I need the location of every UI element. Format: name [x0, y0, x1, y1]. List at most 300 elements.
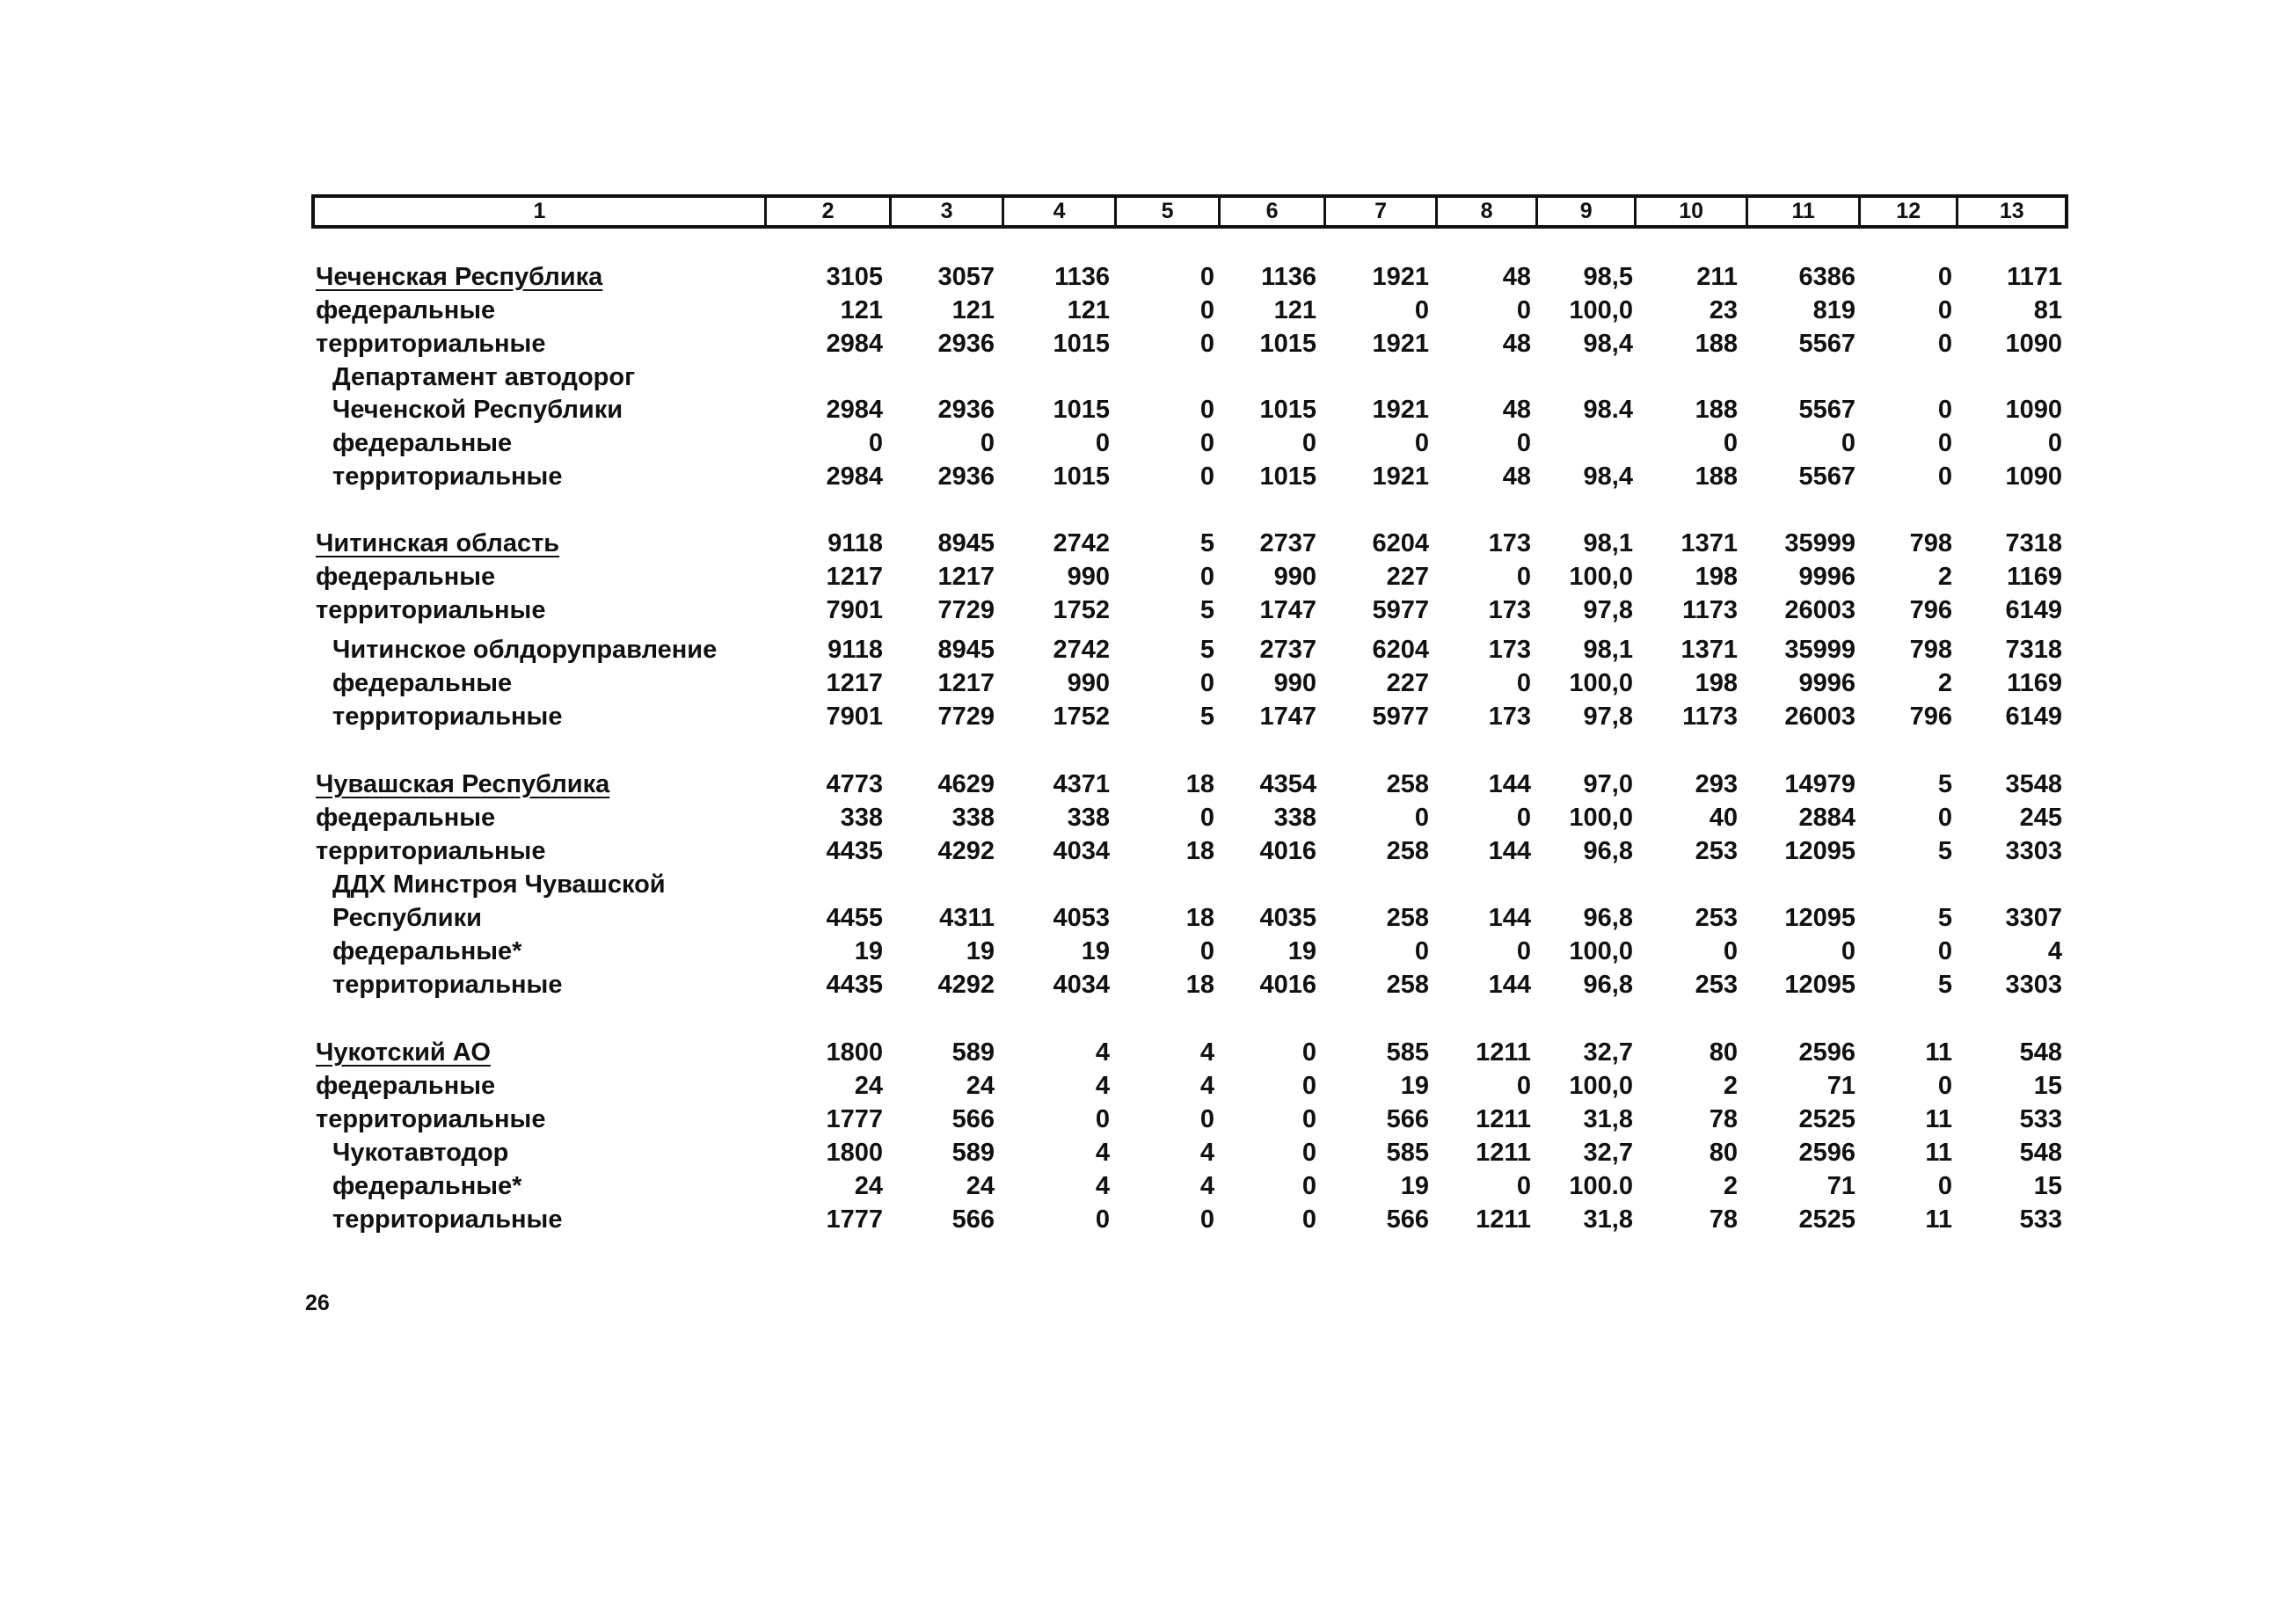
- cell-col-11: 14979: [1784, 770, 1855, 798]
- cell-col-9: 31,8: [1583, 1205, 1633, 1234]
- cell-col-5: 0: [1199, 263, 1214, 291]
- cell-col-7: 19: [1400, 1072, 1429, 1100]
- cell-col-13: 1169: [2007, 563, 2062, 591]
- header-col-5: 5: [1117, 198, 1221, 225]
- cell-col-2: [760, 868, 883, 901]
- cell-col-10: 1173: [1682, 596, 1738, 624]
- cell-col-11: 71: [1826, 1072, 1855, 1100]
- cell-col-6: 2737: [1259, 529, 1316, 557]
- cell-col-5: 18: [1185, 837, 1214, 865]
- cell-col-12: 0: [1937, 296, 1952, 324]
- cell-col-11: 71: [1826, 1172, 1855, 1200]
- cell-col-12: 11: [1925, 1038, 1952, 1067]
- cell-col-6: 0: [1301, 1072, 1316, 1100]
- cell-col-4: 2742: [1053, 529, 1110, 557]
- cell-col-10: 1371: [1681, 529, 1738, 557]
- cell-col-6: 2737: [1259, 636, 1316, 664]
- cell-col-8: 144: [1488, 904, 1531, 932]
- cell-col-11: 2525: [1798, 1205, 1855, 1234]
- cell-col-8: 173: [1488, 636, 1531, 664]
- cell-col-6: 121: [1273, 296, 1316, 324]
- table-row: [0, 901, 2282, 935]
- cell-col-5: 0: [1199, 1105, 1214, 1133]
- cell-col-7: 227: [1386, 669, 1429, 697]
- cell-col-11: 35999: [1784, 636, 1855, 664]
- header-col-12: 12: [1861, 198, 1959, 225]
- row-label: территориальные: [332, 462, 563, 491]
- cell-col-4: 121: [1067, 296, 1110, 324]
- cell-col-8: 1211: [1476, 1038, 1531, 1067]
- cell-col-12: 0: [1937, 462, 1952, 491]
- cell-col-7: 1921: [1372, 330, 1429, 358]
- cell-col-5: 5: [1199, 636, 1214, 664]
- header-col-4: 4: [1004, 198, 1117, 225]
- cell-col-7: 5977: [1372, 703, 1429, 731]
- cell-col-4: 0: [1095, 1205, 1110, 1234]
- cell-col-8: 173: [1488, 703, 1531, 731]
- cell-col-11: 0: [1841, 937, 1855, 965]
- cell-col-9: 97,0: [1583, 770, 1633, 798]
- cell-col-12: 11: [1925, 1105, 1952, 1133]
- cell-col-12: 5: [1937, 904, 1952, 932]
- cell-col-12: 0: [1937, 330, 1952, 358]
- cell-col-12: 798: [1909, 636, 1952, 664]
- row-label: Чеченской Республики: [332, 396, 623, 424]
- header-col-7: 7: [1326, 198, 1438, 225]
- cell-col-12: 0: [1937, 1072, 1952, 1100]
- cell-col-9: 96,8: [1583, 904, 1633, 932]
- header-col-3: 3: [892, 198, 1003, 225]
- cell-col-13: 4: [2047, 937, 2062, 965]
- cell-col-2: 7901: [826, 596, 883, 624]
- cell-col-12: [1829, 868, 1952, 901]
- row-label: Республики: [332, 904, 482, 932]
- table-row: [0, 834, 2282, 868]
- table-row: [0, 426, 2282, 460]
- cell-col-13: 3548: [2005, 770, 2062, 798]
- cell-col-4: 990: [1067, 669, 1110, 697]
- cell-col-8: 48: [1502, 396, 1531, 424]
- cell-col-5: 18: [1185, 904, 1214, 932]
- table-row: [0, 1203, 2282, 1236]
- table-row: [0, 633, 2282, 666]
- cell-col-10: 78: [1709, 1105, 1738, 1133]
- cell-col-10: 40: [1709, 804, 1738, 832]
- table-row: [0, 935, 2282, 968]
- cell-col-9: 97,8: [1583, 703, 1633, 731]
- cell-col-3: 1217: [937, 563, 995, 591]
- cell-col-10: 80: [1709, 1139, 1738, 1167]
- cell-col-9: 96,8: [1583, 971, 1633, 999]
- cell-col-4: 0: [1095, 1105, 1110, 1133]
- cell-col-5: 0: [1199, 296, 1214, 324]
- cell-col-8: 173: [1488, 529, 1531, 557]
- cell-col-2: 4455: [826, 904, 883, 932]
- cell-col-10: 253: [1695, 837, 1738, 865]
- cell-col-2: 2984: [826, 330, 883, 358]
- cell-col-11: 9996: [1798, 669, 1855, 697]
- cell-col-12: 796: [1909, 703, 1952, 731]
- row-label: ДДХ Минстроя Чувашской: [332, 870, 666, 899]
- cell-col-13: 1090: [2005, 330, 2062, 358]
- cell-col-13: 533: [2019, 1205, 2062, 1234]
- cell-col-11: 0: [1841, 429, 1855, 457]
- row-label: территориальные: [316, 330, 546, 358]
- cell-col-2: 1800: [826, 1139, 883, 1167]
- cell-col-7: 0: [1414, 804, 1429, 832]
- cell-col-7: 6204: [1372, 636, 1429, 664]
- cell-col-7: 19: [1400, 1172, 1429, 1200]
- cell-col-5: 0: [1199, 396, 1214, 424]
- cell-col-5: 5: [1199, 529, 1214, 557]
- cell-col-11: 9996: [1798, 563, 1855, 591]
- cell-col-9: 98,1: [1583, 636, 1633, 664]
- cell-col-3: 8945: [937, 636, 995, 664]
- cell-col-8: 0: [1516, 563, 1531, 591]
- cell-col-13: 3303: [2005, 837, 2062, 865]
- cell-col-5: 5: [1199, 596, 1214, 624]
- cell-col-13: 15: [2033, 1072, 2062, 1100]
- cell-col-7: 1921: [1372, 396, 1429, 424]
- cell-col-2: 1777: [826, 1105, 883, 1133]
- cell-col-12: 5: [1937, 770, 1952, 798]
- cell-col-13: 548: [2019, 1139, 2062, 1167]
- cell-col-2: 1217: [826, 669, 883, 697]
- cell-col-8: 0: [1516, 804, 1531, 832]
- cell-col-9: 100,0: [1569, 296, 1633, 324]
- cell-col-3: 4311: [939, 904, 995, 932]
- cell-col-6: 4016: [1259, 837, 1316, 865]
- cell-col-7: 227: [1386, 563, 1429, 591]
- cell-col-13: 1090: [2005, 396, 2062, 424]
- cell-col-2: [760, 360, 883, 394]
- cell-col-13: [1939, 360, 2062, 394]
- table-row: [0, 1169, 2282, 1203]
- cell-col-11: 5567: [1798, 462, 1855, 491]
- row-label: территориальные: [332, 703, 563, 731]
- cell-col-8: 0: [1516, 669, 1531, 697]
- cell-col-7: 585: [1386, 1038, 1429, 1067]
- cell-col-9: 32,7: [1583, 1139, 1633, 1167]
- cell-col-8: 48: [1502, 462, 1531, 491]
- cell-col-7: 566: [1386, 1205, 1429, 1234]
- cell-col-7: 258: [1386, 837, 1429, 865]
- row-label: федеральные: [316, 804, 496, 832]
- cell-col-13: 81: [2033, 296, 2062, 324]
- cell-col-10: [1615, 868, 1738, 901]
- cell-col-13: 548: [2019, 1038, 2062, 1067]
- cell-col-5: 0: [1199, 462, 1214, 491]
- cell-col-7: 1921: [1372, 462, 1429, 491]
- cell-col-11: 26003: [1784, 596, 1855, 624]
- cell-col-8: 144: [1488, 971, 1531, 999]
- cell-col-3: 8945: [937, 529, 995, 557]
- cell-col-9: 97,8: [1583, 596, 1633, 624]
- row-label: Департамент автодорог: [332, 363, 636, 391]
- table-row: [0, 1036, 2282, 1069]
- cell-col-8: 1211: [1476, 1139, 1531, 1167]
- cell-col-10: 198: [1695, 669, 1738, 697]
- cell-col-13: 1090: [2005, 462, 2062, 491]
- header-col-2: 2: [767, 198, 892, 225]
- cell-col-12: 0: [1937, 396, 1952, 424]
- cell-col-3: [871, 360, 995, 394]
- table-row: [0, 801, 2282, 834]
- cell-col-11: 2596: [1798, 1038, 1855, 1067]
- cell-col-8: 144: [1488, 770, 1531, 798]
- cell-col-3: 7729: [937, 596, 995, 624]
- cell-col-2: 2984: [826, 462, 883, 491]
- cell-col-9: 98,4: [1583, 462, 1633, 491]
- table-row: [0, 1103, 2282, 1136]
- region-name: Читинская область: [316, 529, 560, 557]
- cell-col-5: 18: [1185, 971, 1214, 999]
- header-col-6: 6: [1221, 198, 1327, 225]
- cell-col-11: 12095: [1784, 837, 1855, 865]
- table-row: [0, 868, 2282, 901]
- cell-col-11: 5567: [1798, 330, 1855, 358]
- table-row: [0, 1069, 2282, 1103]
- cell-col-10: 1371: [1681, 636, 1738, 664]
- cell-col-6: 1015: [1259, 330, 1316, 358]
- cell-col-2: 4435: [826, 971, 883, 999]
- cell-col-12: 11: [1925, 1139, 1952, 1167]
- cell-col-11: 35999: [1784, 529, 1855, 557]
- cell-col-7: 6204: [1372, 529, 1429, 557]
- cell-col-2: 19: [854, 937, 883, 965]
- cell-col-2: 3105: [826, 263, 883, 291]
- cell-col-10: 293: [1695, 770, 1738, 798]
- cell-col-2: 121: [840, 296, 883, 324]
- cell-col-4: 4: [1095, 1072, 1110, 1100]
- cell-col-13: 245: [2019, 804, 2062, 832]
- cell-col-7: 258: [1386, 770, 1429, 798]
- cell-col-12: 2: [1937, 563, 1952, 591]
- cell-col-8: 173: [1488, 596, 1531, 624]
- cell-col-13: 1171: [2007, 263, 2062, 291]
- cell-col-8: 0: [1516, 1172, 1531, 1200]
- cell-col-4: 4: [1095, 1139, 1110, 1167]
- cell-col-5: 0: [1199, 804, 1214, 832]
- table-row: [0, 594, 2282, 627]
- cell-col-13: 1169: [2007, 669, 2062, 697]
- cell-col-2: 24: [854, 1072, 883, 1100]
- cell-col-6: 1015: [1259, 396, 1316, 424]
- cell-col-10: 198: [1695, 563, 1738, 591]
- cell-col-10: 253: [1695, 904, 1738, 932]
- cell-col-13: 0: [2047, 429, 2062, 457]
- cell-col-12: 796: [1909, 596, 1952, 624]
- cell-col-6: 990: [1273, 669, 1316, 697]
- row-label: территориальные: [316, 837, 546, 865]
- cell-col-2: 1800: [826, 1038, 883, 1067]
- table-row: [0, 700, 2282, 733]
- cell-col-6: 0: [1301, 1105, 1316, 1133]
- cell-col-3: 566: [951, 1105, 995, 1133]
- cell-col-3: 1217: [937, 669, 995, 697]
- cell-col-12: 5: [1937, 971, 1952, 999]
- row-label: федеральные*: [332, 1172, 522, 1200]
- table-row: [0, 527, 2282, 560]
- cell-col-13: 6149: [2005, 703, 2062, 731]
- cell-col-4: 4034: [1053, 971, 1110, 999]
- cell-col-9: 31,8: [1583, 1105, 1633, 1133]
- cell-col-9: 96,8: [1583, 837, 1633, 865]
- table-row: [0, 393, 2282, 426]
- cell-col-11: 26003: [1784, 703, 1855, 731]
- cell-col-12: 11: [1925, 1205, 1952, 1234]
- table-row: [0, 260, 2282, 294]
- cell-col-9: 98.4: [1583, 396, 1633, 424]
- cell-col-3: 0: [980, 429, 995, 457]
- cell-col-2: 4773: [826, 770, 883, 798]
- cell-col-3: 589: [951, 1139, 995, 1167]
- cell-col-9: 98,5: [1583, 263, 1633, 291]
- cell-col-11: 12095: [1784, 904, 1855, 932]
- row-label: федеральные: [332, 429, 513, 457]
- cell-col-8: 48: [1502, 263, 1531, 291]
- cell-col-5: 0: [1199, 429, 1214, 457]
- cell-col-13: 3303: [2005, 971, 2062, 999]
- cell-col-4: 1752: [1053, 596, 1110, 624]
- region-name: Чеченская Республика: [316, 263, 603, 291]
- cell-col-9: 100,0: [1569, 804, 1633, 832]
- cell-col-4: 1015: [1053, 462, 1110, 491]
- cell-col-10: 188: [1695, 330, 1738, 358]
- cell-col-3: [871, 868, 995, 901]
- table-row: [0, 768, 2282, 801]
- row-label: Читинское облдорупpавление: [332, 636, 718, 664]
- cell-col-11: 819: [1812, 296, 1855, 324]
- cell-col-9: 100,0: [1569, 669, 1633, 697]
- row-label: Чукотавтодор: [332, 1139, 509, 1167]
- cell-col-5: 4: [1199, 1038, 1214, 1067]
- cell-col-6: 4016: [1259, 971, 1316, 999]
- cell-col-2: 338: [840, 804, 883, 832]
- cell-col-8: 1211: [1476, 1105, 1531, 1133]
- cell-col-4: 1136: [1054, 263, 1110, 291]
- cell-col-3: 4629: [937, 770, 995, 798]
- cell-col-8: 0: [1516, 937, 1531, 965]
- cell-col-6: 1747: [1259, 596, 1316, 624]
- cell-col-6: 1136: [1261, 263, 1316, 291]
- cell-col-6: 0: [1301, 429, 1316, 457]
- table-row: [0, 1136, 2282, 1169]
- cell-col-10: 2: [1723, 1172, 1738, 1200]
- cell-col-6: 19: [1287, 937, 1316, 965]
- cell-col-6: [1193, 868, 1316, 901]
- region-name: Чувашская Республика: [316, 770, 610, 798]
- cell-col-11: 5567: [1798, 396, 1855, 424]
- cell-col-5: 18: [1185, 770, 1214, 798]
- cell-col-4: 4371: [1053, 770, 1110, 798]
- cell-col-10: 188: [1695, 396, 1738, 424]
- cell-col-13: [1939, 868, 2062, 901]
- cell-col-7: 0: [1414, 296, 1429, 324]
- cell-col-3: 24: [966, 1172, 995, 1200]
- cell-col-11: 2525: [1798, 1105, 1855, 1133]
- cell-col-8: 0: [1516, 429, 1531, 457]
- cell-col-12: 0: [1937, 1172, 1952, 1200]
- cell-col-8: 144: [1488, 837, 1531, 865]
- cell-col-7: 258: [1386, 904, 1429, 932]
- region-name: Чукотский АО: [316, 1038, 491, 1067]
- cell-col-4: 4053: [1053, 904, 1110, 932]
- cell-col-5: 0: [1199, 1205, 1214, 1234]
- cell-col-12: 5: [1937, 837, 1952, 865]
- cell-col-9: 100.0: [1569, 1172, 1633, 1200]
- cell-col-11: 6386: [1798, 263, 1855, 291]
- row-label: территориальные: [316, 1105, 546, 1133]
- cell-col-10: [1615, 360, 1738, 394]
- cell-col-7: 0: [1414, 937, 1429, 965]
- cell-col-9: 32,7: [1583, 1038, 1633, 1067]
- cell-col-6: 0: [1301, 1205, 1316, 1234]
- cell-col-5: 0: [1199, 937, 1214, 965]
- cell-col-3: 4292: [937, 837, 995, 865]
- cell-col-6: 0: [1301, 1038, 1316, 1067]
- cell-col-3: 24: [966, 1072, 995, 1100]
- cell-col-2: 2984: [826, 396, 883, 424]
- cell-col-6: 990: [1273, 563, 1316, 591]
- cell-col-6: 1747: [1259, 703, 1316, 731]
- cell-col-9: 100,0: [1569, 563, 1633, 591]
- cell-col-6: 4354: [1259, 770, 1316, 798]
- page-number: 26: [305, 1291, 330, 1315]
- cell-col-11: 12095: [1784, 971, 1855, 999]
- cell-col-9: 100,0: [1569, 1072, 1633, 1100]
- row-label: территориальные: [332, 971, 563, 999]
- row-label: федеральные: [332, 669, 513, 697]
- cell-col-4: 1015: [1053, 330, 1110, 358]
- header-col-10: 10: [1637, 198, 1748, 225]
- cell-col-4: 338: [1067, 804, 1110, 832]
- cell-col-10: 23: [1709, 296, 1738, 324]
- cell-col-13: 533: [2019, 1105, 2062, 1133]
- cell-col-4: 2742: [1053, 636, 1110, 664]
- cell-col-4: 4: [1095, 1172, 1110, 1200]
- cell-col-2: 24: [854, 1172, 883, 1200]
- row-label: федеральные: [316, 1072, 496, 1100]
- cell-col-10: 2: [1723, 1072, 1738, 1100]
- header-col-1: 1: [315, 198, 767, 225]
- cell-col-9: 98,4: [1583, 330, 1633, 358]
- cell-col-10: 0: [1723, 937, 1738, 965]
- cell-col-7: 5977: [1372, 596, 1429, 624]
- cell-col-8: 1211: [1476, 1205, 1531, 1234]
- cell-col-4: 1752: [1053, 703, 1110, 731]
- cell-col-4: 4: [1095, 1038, 1110, 1067]
- header-col-8: 8: [1438, 198, 1539, 225]
- cell-col-4: 4034: [1053, 837, 1110, 865]
- cell-col-3: 566: [951, 1205, 995, 1234]
- header-col-11: 11: [1748, 198, 1860, 225]
- cell-col-2: 4435: [826, 837, 883, 865]
- cell-col-12: 0: [1937, 263, 1952, 291]
- cell-col-12: 0: [1937, 804, 1952, 832]
- cell-col-3: 2936: [937, 462, 995, 491]
- header-col-13: 13: [1999, 199, 2024, 223]
- cell-col-12: 798: [1909, 529, 1952, 557]
- cell-col-4: 990: [1067, 563, 1110, 591]
- cell-col-7: 566: [1386, 1105, 1429, 1133]
- cell-col-12: 0: [1937, 429, 1952, 457]
- cell-col-10: 211: [1696, 263, 1738, 291]
- cell-col-8: 0: [1516, 296, 1531, 324]
- cell-col-5: 0: [1199, 563, 1214, 591]
- row-label: территориальные: [316, 596, 546, 624]
- table-row: [0, 460, 2282, 493]
